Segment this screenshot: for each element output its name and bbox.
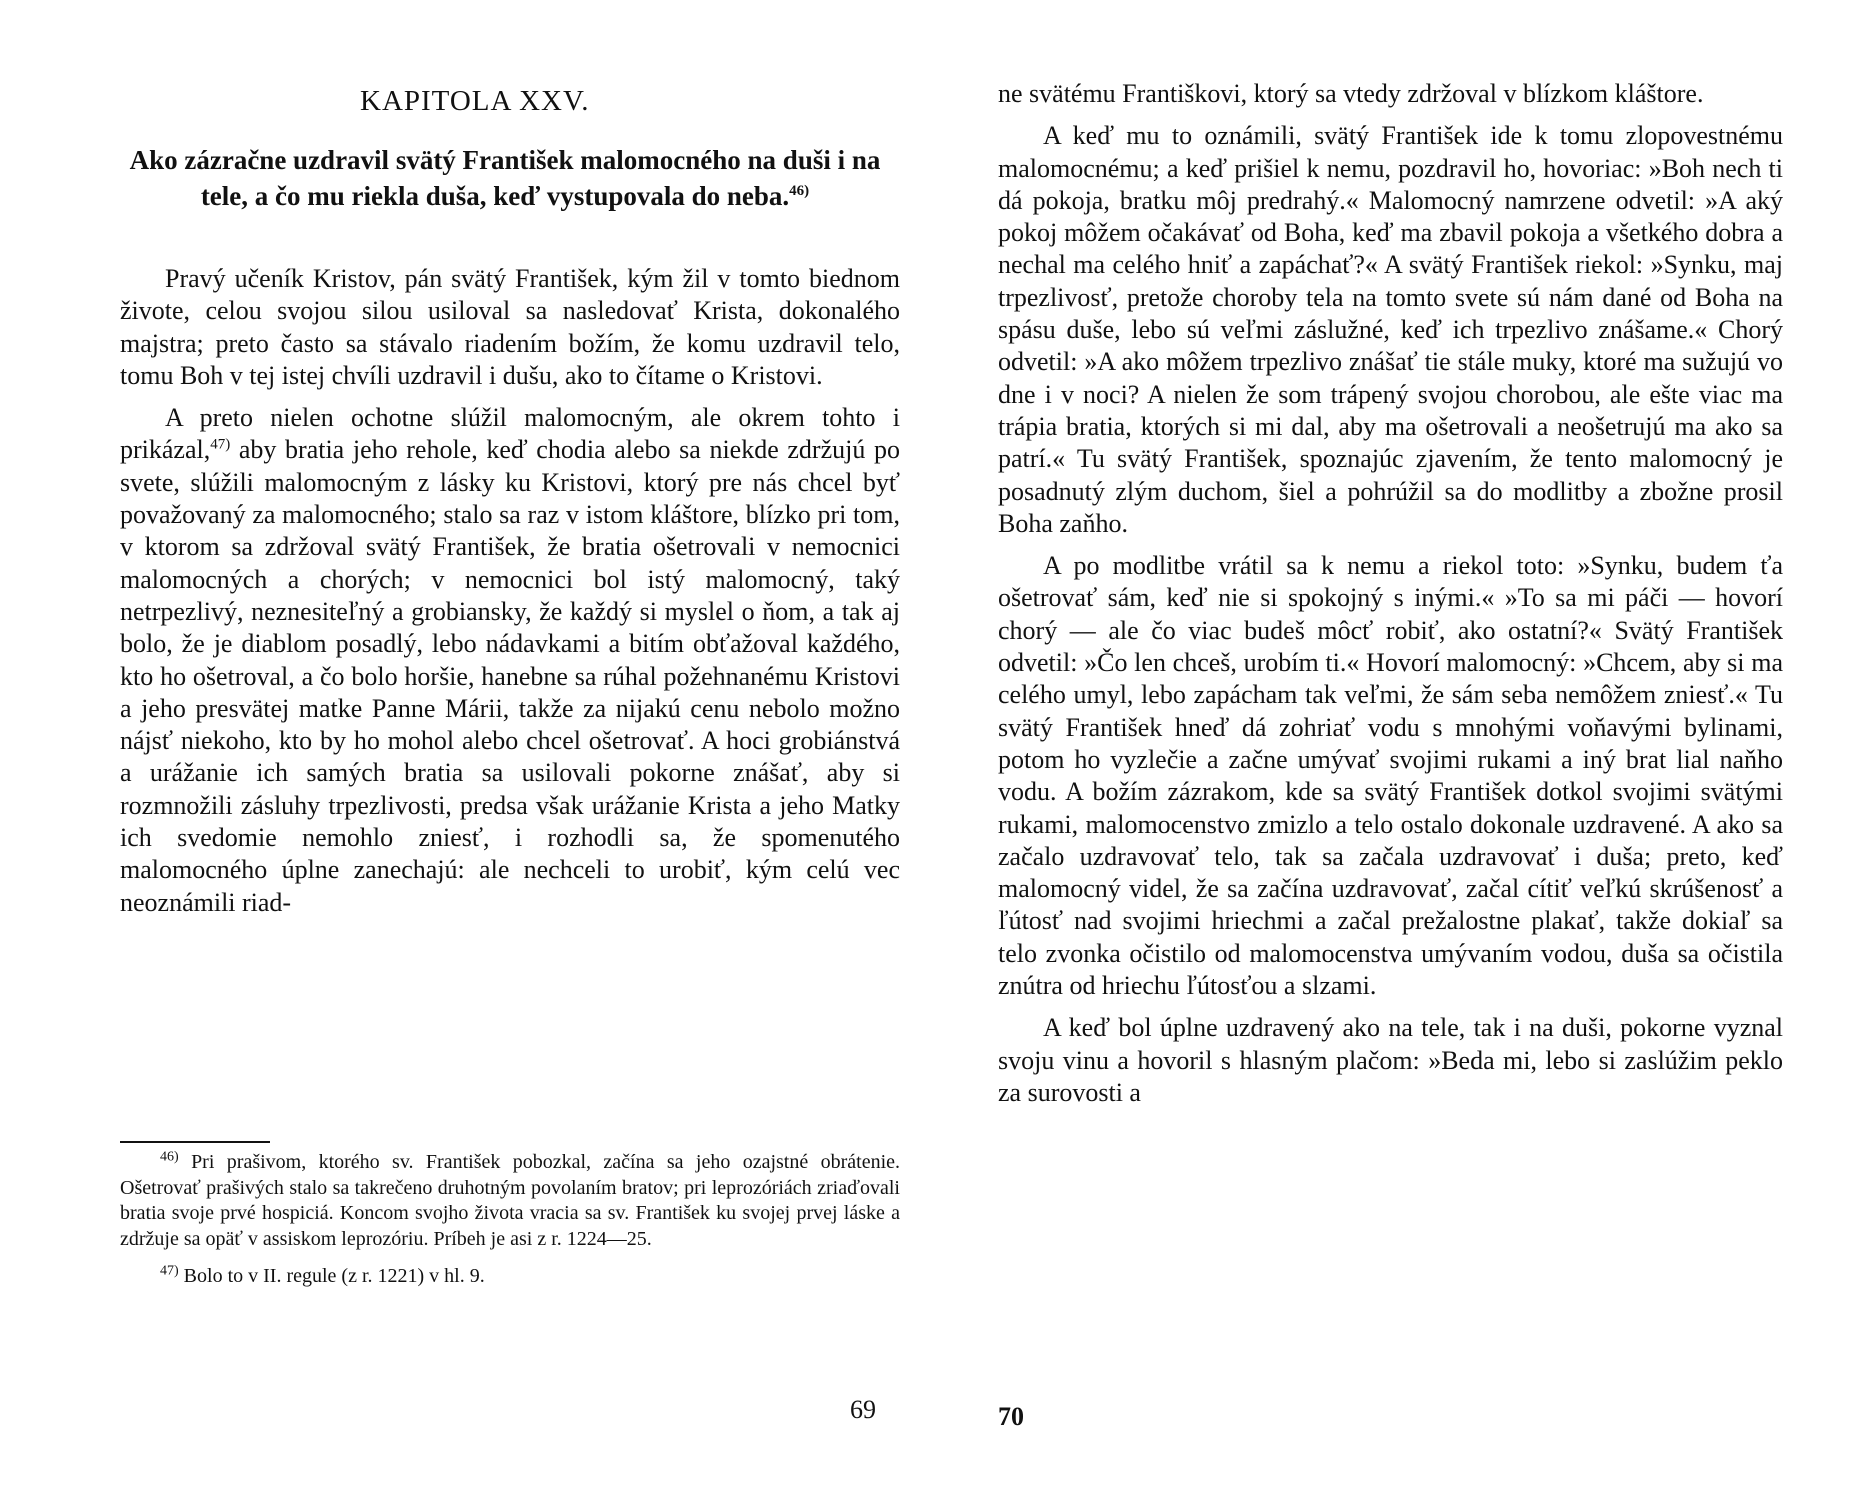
- footnote-46-mark: 46): [160, 1149, 179, 1165]
- chapter-title-footnote-ref: 46): [789, 183, 810, 199]
- left-paragraph-2-part-1: A preto nielen ochotne slúžil malomocným, ale okrem tohto i prikázal,: [120, 403, 900, 465]
- footnote-ref-47: 47): [210, 436, 231, 453]
- footnote-47: [120, 1264, 900, 1290]
- footnote-divider: [120, 1141, 270, 1143]
- footnotes: [120, 1150, 900, 1302]
- footnote-46: [120, 1150, 900, 1252]
- chapter-title: [115, 142, 895, 214]
- chapter-title-text: Ako zázračne uzdravil svätý František malomocného na duši i na tele, a čo mu riekla duša, keď vystupovala do neba.: [129, 145, 881, 211]
- footnote-47-mark: 47): [160, 1263, 179, 1279]
- page-number-left: 69: [850, 1395, 876, 1424]
- left-paragraph-2-part-2: aby bratia jeho rehole, keď chodia alebo sa niekde zdržujú po svete, slúžili malomocným z lásky ku Kristovi, ktorý pre nás chcel byť považovaný za malomocného; stalo sa raz v istom kláštore, blízko pri tom, v ktorom sa zdržoval svätý František, že bratia ošetrovali v nemocnici malomocných a chorých; v nemocnici bol istý malomocný, taký netrpezlivý, neznesiteľný a grobiansky, že každý si myslel o ňom, a tak aj bolo, že je diablom posadlý, lebo nádavkami a bitím obťažoval každého, kto ho ošetroval, a čo bolo horšie, hanebne sa rúhal požehnanému Kristovi a jeho presvätej matke Panne Márii, takže za nijakú cenu nebolo možno nájsť niekoho, kto by ho mohol alebo chcel ošetrovať. A hoci grobiánstvá a urážanie ich samých bratia sa usilovali pokorne znášať, aby si rozmnožili zásluhy trpezlivosti, predsa však urážanie Krista a jeho Matky ich svedomie nemohlo zniesť, i rozhodli sa, že spomenutého malomocného úplne zanechajú: ale nechceli to urobiť, kým celú vec neoznámili riad-: [120, 435, 900, 917]
- right-paragraph-4: A keď bol úplne uzdravený ako na tele, tak i na duši, pokorne vyznal svoju vinu a hovoril s hlasným plačom: »Beda mi, lebo si zaslúžim peklo za surovosti a: [998, 1013, 1783, 1107]
- right-page: [931, 0, 1862, 1500]
- left-paragraph-2: [120, 402, 900, 919]
- right-paragraph-3: A po modlitbe vrátil sa k nemu a riekol toto: »Synku, budem ťa ošetrovať sám, keď nie si spokojný s inými.« »To sa mi páči — hovorí chorý — ale čo viac budeš môcť robiť, ako ostatní?« Svätý František odvetil: »Čo len chceš, urobím ti.« Hovorí malomocný: »Chcem, aby si ma celého umyl, lebo zapácham tak veľmi, že sám seba nemôžem zniesť.« Tu svätý František hneď dá zohriať vodu s mnohými voňavými bylinami, potom ho vyzlečie a začne umývať svojimi rukami a iný brat lial naňho vodu. A božím zázrakom, kde sa svätý František dotkol svojimi svätými rukami, malomocenstvo zmizlo a telo ostalo dokonale uzdravené. A ako sa začalo uzdravovať telo, tak sa začala uzdravovať i duša; preto, keď malomocný videl, že sa začína uzdravovať, začal cítiť veľkú skrúšenosť a ľútosť nad svojimi hriechmi a začal prežalostne plakať, takže dokiaľ sa telo zvonka očistilo od malomocenstva umývaním vodou, duša sa očistila znútra od hriechu ľútosťou a slzami.: [998, 551, 1783, 1001]
- right-page-body: [998, 78, 1783, 1119]
- left-paragraph-1: Pravý učeník Kristov, pán svätý František, kým žil v tomto biednom živote, celou svojou silou usiloval sa nasledovať Krista, dokonalého majstra; preto často sa stávalo riadením božím, že komu uzdravil telo, tomu Boh v tej istej chvíli uzdravil i dušu, ako to čítame o Kristovi.: [120, 264, 900, 390]
- footnote-47-text: Bolo to v II. regule (z r. 1221) v hl. 9.: [183, 1265, 485, 1287]
- left-page-body: [120, 263, 900, 929]
- right-paragraph-1: ne svätému Františkovi, ktorý sa vtedy zdržoval v blízkom kláštore.: [998, 79, 1704, 108]
- chapter-heading: KAPITOLA XXV.: [360, 85, 590, 117]
- page-number-right: 70: [998, 1402, 1024, 1431]
- footnote-46-text: Pri prašivom, ktorého sv. František pobozkal, začína sa jeho ozajstné obrátenie. Ošetrovať prašivých stalo sa takrečeno druhotným povolaním bratov; pri leprozóriách zriaďovali bratia svoje prvé hospiciá. Koncom svojho života vracia sa sv. František ku svojej prvej láske a zdržuje sa opäť v assiskom leprozóriu. Príbeh je asi z r. 1224—25.: [120, 1151, 901, 1250]
- right-paragraph-2: A keď mu to oznámili, svätý František ide k tomu zlopovestnému malomocnému; a keď prišiel k nemu, pozdravil ho, hovoriac: »Boh nech ti dá pokoja, bratku môj predrahý.« Malomocný namrzene odvetil: »A aký pokoj môžem očakávať od Boha, keď ma zbavil pokoja a všetkého dobra a nechal ma celého hniť a zapáchať?« A svätý František riekol: »Synku, maj trpezlivosť, pretože choroby tela na tomto svete sú nám dané od Boha na spásu duše, lebo sú veľmi záslužné, keď ich trpezlivo znášame.« Chorý odvetil: »A ako môžem trpezlivo znášať tie stále muky, ktoré ma sužujú vo dne i v noci? A nielen že som trápený svojou chorobou, ale ešte viac ma trápia bratia, ktorých si mi dal, aby ma ošetrovali a neošetrujú ma ako sa patrí.« Tu svätý František, spoznajúc zjavením, že tento malomocný je posadnutý zlým duchom, šiel a pohrúžil sa do modlitby a zbožne prosil Boha zaňho.: [998, 121, 1783, 538]
